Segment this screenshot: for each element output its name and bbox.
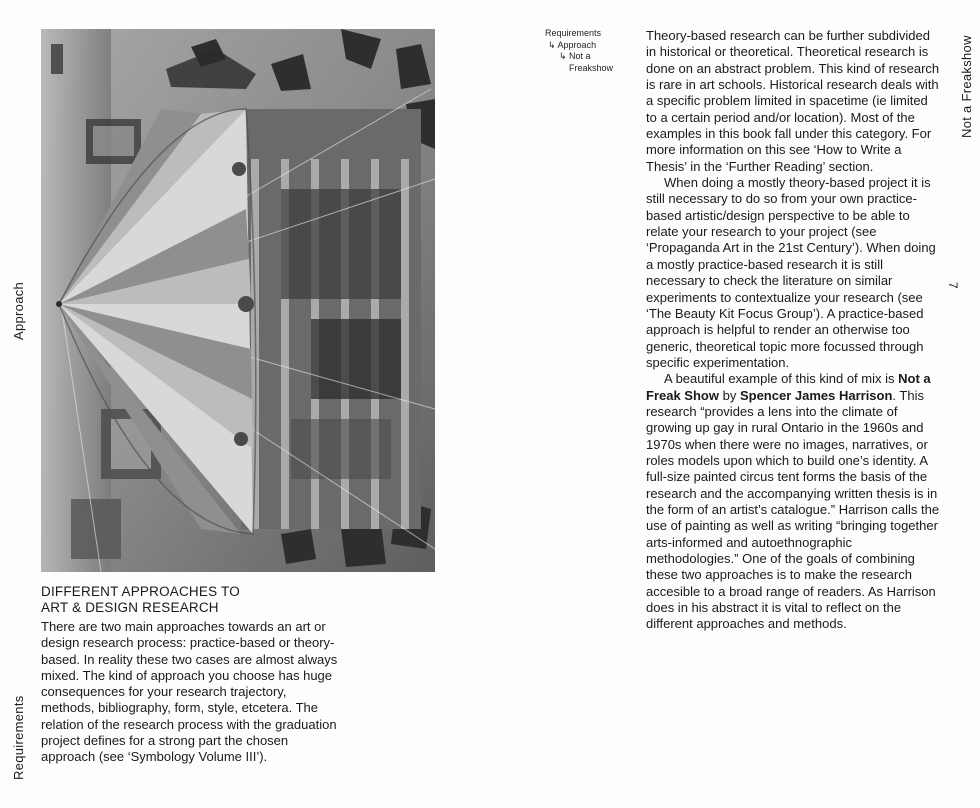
left-body-text: There are two main approaches towards an art or design research process: practice-based or theory-based. In reality these two cases are almost always mixed. The kind of approach you choose has huge consequences for your research trajectory, methods, bibliography, form, style, etcetera. The relation of the research process with the graduation project defines for a strong part the chosen approach (see ‘Symbology Volume III’). [41, 619, 338, 765]
margin-label-requirements: Requirements [11, 695, 26, 780]
breadcrumb-level-4: Freakshow [569, 62, 614, 73]
section-title-line-2: ART & DESIGN RESEARCH [41, 600, 219, 615]
circus-tent-photo [41, 29, 435, 572]
page-number: 7 [946, 282, 960, 289]
section-title [41, 584, 341, 616]
project-title: Not a Freak Show [646, 371, 931, 403]
paragraph-3-rest: . This research “provides a lens into the climate of growing up gay in rural Ontario in the 1960s and 1970s when there were no images, narratives, or roles models upon which to build one’s identity. A full-size painted circus tent forms the basis of the research and the accompanying written thesis is in the form of an artist’s catalogue.” Harrison calls the use of painting as well as writing “bringing together arts-informed and autoethnographic methodologies.” One of the goals of combining these two approaches is to make the research accesible to a broad range of readers. As Harrison does in his abstract it is vital to reflect on the different approaches and methods. [646, 387, 940, 632]
margin-label-approach: Approach [11, 281, 26, 340]
breadcrumb-level-3: ↳ Not a [559, 51, 591, 61]
paragraph-2: When doing a mostly theory-based project it is still necessary to do so from your own practice-based artistic/design perspective to be able to relate your research to your project (see ‘Propaganda Art in the 21st Century’). When doing a mostly practice-based research it is still necessary to check the literature on similar experiments to contextualize your research (see ‘The Beauty Kit Focus Group’). A practice-based approach is helpful to render an otherwise too generic, theoretical topic more focussed through specific experimentation. [646, 175, 936, 370]
paragraph-1: Theory-based research can be further subdivided in historical or theoretical. Theoretical research is done on an abstract problem. This kind of research is rare in art schools. Historical research deals with a specific problem limited in spacetime (ie limited to a certain period and/or location). Most of the examples in this book fall under this category. For more information on this see ‘How to Write a Thesis’ in the ‘Further Reading’ section. [646, 28, 940, 174]
paragraph-3-by: by [722, 387, 737, 403]
author-name: Spencer James Harrison [739, 387, 893, 403]
breadcrumb-level-1: Requirements [545, 28, 602, 38]
right-page [490, 0, 980, 808]
right-body-text [646, 28, 942, 633]
section-title-line-1: DIFFERENT APPROACHES TO [41, 584, 240, 599]
running-head: Not a Freakshow [959, 35, 974, 138]
paragraph-3-intro: A beautiful example of this kind of mix is [664, 371, 895, 387]
breadcrumb-level-2: ↳ Approach [548, 39, 597, 50]
breadcrumb [545, 28, 613, 74]
paragraph-3 [646, 371, 942, 633]
